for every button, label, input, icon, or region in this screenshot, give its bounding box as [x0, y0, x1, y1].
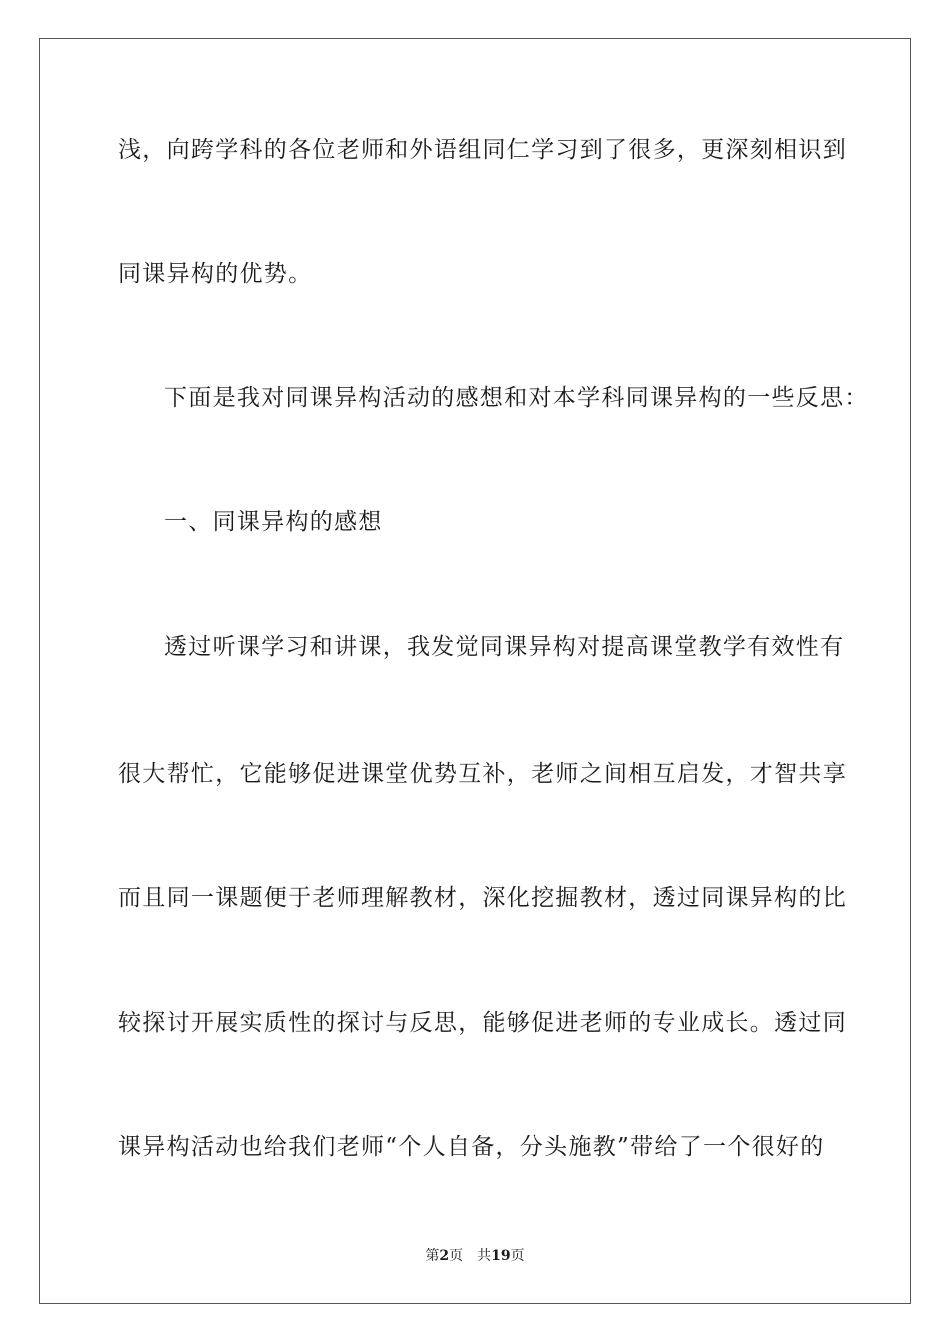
body-line-2: 同课异构的优势。 — [118, 261, 313, 287]
body-line-5: 透过听课学习和讲课，我发觉同课异构对提高课堂教学有效性有 — [164, 634, 845, 660]
body-line-3: 下面是我对同课异构活动的感想和对本学科同课异构的一些反思： — [164, 385, 869, 411]
body-line-8: 较探讨开展实质性的探讨与反思，能够促进老师的专业成长。透过同 — [118, 1010, 847, 1036]
page-border — [39, 38, 911, 1304]
page-footer — [0, 1245, 950, 1265]
footer-mid: 页 共 — [449, 1248, 492, 1264]
footer-suffix: 页 — [510, 1248, 525, 1264]
footer-page-number: 2 — [439, 1248, 450, 1264]
section-heading: 一、同课异构的感想 — [164, 509, 383, 535]
body-line-1: 浅，向跨学科的各位老师和外语组同仁学习到了很多，更深刻相识到 — [118, 137, 847, 163]
body-line-9: 课异构活动也给我们老师“个人自备，分头施教”带给了一个很好的 — [118, 1134, 825, 1160]
footer-prefix: 第 — [425, 1248, 440, 1264]
body-line-7: 而且同一课题便于老师理解教材，深化挖掘教材，透过同课异构的比 — [118, 885, 847, 911]
footer-total-pages: 19 — [491, 1248, 511, 1264]
body-line-6: 很大帮忙，它能够促进课堂优势互补，老师之间相互启发，才智共享 — [118, 761, 847, 787]
